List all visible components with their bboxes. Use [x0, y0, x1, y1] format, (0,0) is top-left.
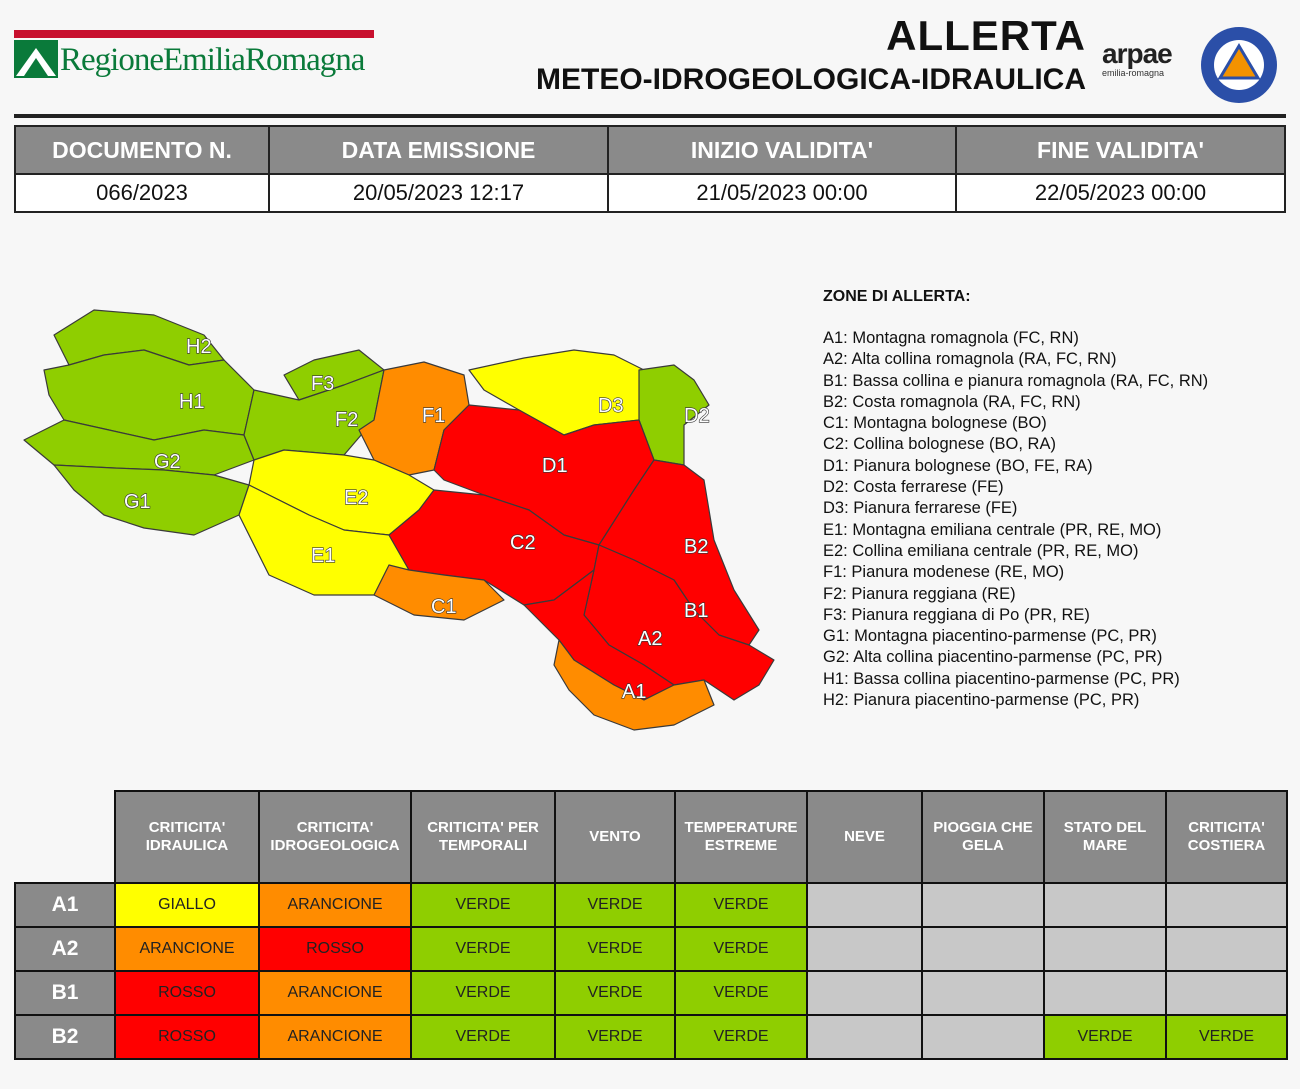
alert-level-cell: [807, 927, 922, 971]
alert-level-cell: [922, 883, 1044, 927]
zone-label-c1: C1: [431, 596, 457, 618]
zone-label-a1: A1: [622, 681, 647, 703]
zone-label-f1: F1: [422, 405, 446, 427]
alert-level-cell: ARANCIONE: [259, 883, 411, 927]
legend-item: A1: Montagna romagnola (FC, RN): [823, 329, 1079, 347]
fine-validita-value: 22/05/2023 00:00: [956, 174, 1285, 212]
zone-label-a2: A2: [638, 628, 663, 650]
alert-level-cell: VERDE: [411, 1015, 555, 1059]
legend-item: A2: Alta collina romagnola (RA, FC, RN): [823, 350, 1117, 369]
column-header: CRITICITA' PER TEMPORALI: [411, 791, 555, 883]
zone-label-h1: H1: [179, 391, 205, 413]
alert-level-cell: [1044, 883, 1166, 927]
alert-level-cell: VERDE: [555, 1015, 675, 1059]
alert-level-cell: ARANCIONE: [115, 927, 259, 971]
legend-item: G1: Montagna piacentino-parmense (PC, PR): [823, 627, 1157, 646]
page-title: ALLERTA: [886, 12, 1086, 59]
alert-level-cell: VERDE: [675, 971, 807, 1015]
alert-level-cell: [922, 927, 1044, 971]
legend-item: G2: Alta collina piacentino-parmense (PC, PR): [823, 648, 1163, 667]
header-divider: [14, 114, 1286, 118]
legend-item: D2: Costa ferrarese (FE): [823, 478, 1004, 497]
zone-label-b2: B2: [684, 536, 709, 558]
alert-level-cell: [1166, 927, 1287, 971]
alert-level-cell: [807, 1015, 922, 1059]
zone-label-d1: D1: [542, 455, 568, 477]
zone-label-c2: C2: [510, 532, 536, 554]
alert-level-cell: VERDE: [1044, 1015, 1166, 1059]
legend-item: C1: Montagna bolognese (BO): [823, 414, 1047, 433]
legend-item: B1: Bassa collina e pianura romagnola (RA, FC, RN): [823, 371, 1209, 390]
table-row: [15, 971, 1287, 1015]
table-row: [15, 883, 1287, 927]
header-fine-validita: FINE VALIDITA': [956, 126, 1285, 174]
legend-item: C2: Collina bolognese (BO, RA): [823, 435, 1056, 454]
alert-level-cell: [1044, 971, 1166, 1015]
inizio-validita-value: 21/05/2023 00:00: [608, 174, 956, 212]
protezione-civile-logo-icon: [1200, 26, 1278, 104]
page-subtitle: METEO-IDROGEOLOGICA-IDRAULICA: [536, 63, 1086, 96]
logo-red-bar: [14, 30, 374, 38]
column-header: TEMPERATURE ESTREME: [675, 791, 807, 883]
zone-label-e1: E1: [311, 545, 336, 567]
alert-level-cell: VERDE: [411, 927, 555, 971]
arpae-logo-subtext: emilia-romagna: [1102, 68, 1165, 78]
legend-item: F3: Pianura reggiana di Po (PR, RE): [823, 605, 1090, 624]
zone-label-b1: B1: [684, 600, 709, 622]
alert-level-cell: [807, 883, 922, 927]
arpae-logo-text: arpae: [1102, 38, 1172, 69]
zone-label-d2: D2: [684, 405, 710, 427]
zone-label-f2: F2: [335, 409, 359, 431]
alert-level-cell: [1166, 883, 1287, 927]
alert-level-cell: ARANCIONE: [259, 1015, 411, 1059]
legend-title: ZONE DI ALLERTA:: [823, 288, 971, 305]
column-header: STATO DEL MARE: [1044, 791, 1166, 883]
row-zone-label: A2: [15, 927, 115, 971]
legend-item: F1: Pianura modenese (RE, MO): [823, 563, 1065, 582]
column-header: VENTO: [555, 791, 675, 883]
legend-item: H2: Pianura piacentino-parmense (PC, PR): [823, 691, 1140, 710]
regione-emilia-romagna-logo: [14, 30, 374, 82]
zone-label-d3: D3: [598, 395, 624, 417]
alert-level-cell: ROSSO: [259, 927, 411, 971]
alert-level-cell: VERDE: [555, 927, 675, 971]
alert-zones-map: [14, 290, 804, 740]
alert-level-cell: [1166, 971, 1287, 1015]
column-header: NEVE: [807, 791, 922, 883]
row-zone-label: A1: [15, 883, 115, 927]
alert-level-cell: VERDE: [675, 1015, 807, 1059]
region-flag-icon: [14, 40, 58, 78]
document-info-table: [14, 125, 1286, 213]
table-row: [15, 927, 1287, 971]
header-inizio-validita: INIZIO VALIDITA': [608, 126, 956, 174]
zone-label-f3: F3: [311, 373, 335, 395]
data-emissione-value: 20/05/2023 12:17: [269, 174, 608, 212]
alert-level-cell: [922, 1015, 1044, 1059]
zone-label-g1: G1: [124, 491, 151, 513]
row-zone-label: B2: [15, 1015, 115, 1059]
legend-item: B2: Costa romagnola (RA, FC, RN): [823, 392, 1081, 411]
column-header: CRITICITA' IDROGEOLOGICA: [259, 791, 411, 883]
alert-level-cell: [807, 971, 922, 1015]
zone-label-h2: H2: [186, 336, 212, 358]
alert-level-cell: GIALLO: [115, 883, 259, 927]
alert-level-cell: ROSSO: [115, 971, 259, 1015]
alert-level-cell: VERDE: [555, 883, 675, 927]
documento-value: 066/2023: [15, 174, 269, 212]
row-zone-label: B1: [15, 971, 115, 1015]
header-data-emissione: DATA EMISSIONE: [269, 126, 608, 174]
header-documento: DOCUMENTO N.: [15, 126, 269, 174]
legend-item: E1: Montagna emiliana centrale (PR, RE, MO): [823, 520, 1162, 539]
zone-g1: [54, 465, 249, 535]
column-header: CRITICITA' COSTIERA: [1166, 791, 1287, 883]
column-header: PIOGGIA CHE GELA: [922, 791, 1044, 883]
alert-level-cell: VERDE: [411, 883, 555, 927]
zone-label-g2: G2: [154, 451, 181, 473]
legend-item: D1: Pianura bolognese (BO, FE, RA): [823, 456, 1093, 475]
alert-level-cell: VERDE: [675, 883, 807, 927]
alert-level-cell: [922, 971, 1044, 1015]
alert-levels-table: [14, 790, 1288, 1060]
corner-cell: [15, 791, 115, 883]
table-row: [15, 1015, 1287, 1059]
legend-item: E2: Collina emiliana centrale (PR, RE, MO): [823, 541, 1139, 560]
alert-zones-legend: [823, 288, 1293, 711]
legend-item: F2: Pianura reggiana (RE): [823, 584, 1016, 603]
arpae-logo: [1102, 38, 1194, 88]
alert-level-cell: VERDE: [1166, 1015, 1287, 1059]
zone-label-e2: E2: [344, 487, 369, 509]
legend-item: H1: Bassa collina piacentino-parmense (PC, PR): [823, 669, 1180, 688]
alert-level-cell: VERDE: [411, 971, 555, 1015]
alert-level-cell: ROSSO: [115, 1015, 259, 1059]
alert-level-cell: ARANCIONE: [259, 971, 411, 1015]
column-header: CRITICITA' IDRAULICA: [115, 791, 259, 883]
region-name: RegioneEmiliaRomagna: [60, 42, 365, 78]
alert-level-cell: VERDE: [555, 971, 675, 1015]
legend-item: D3: Pianura ferrarese (FE): [823, 499, 1018, 518]
alert-level-cell: VERDE: [675, 927, 807, 971]
alert-level-cell: [1044, 927, 1166, 971]
